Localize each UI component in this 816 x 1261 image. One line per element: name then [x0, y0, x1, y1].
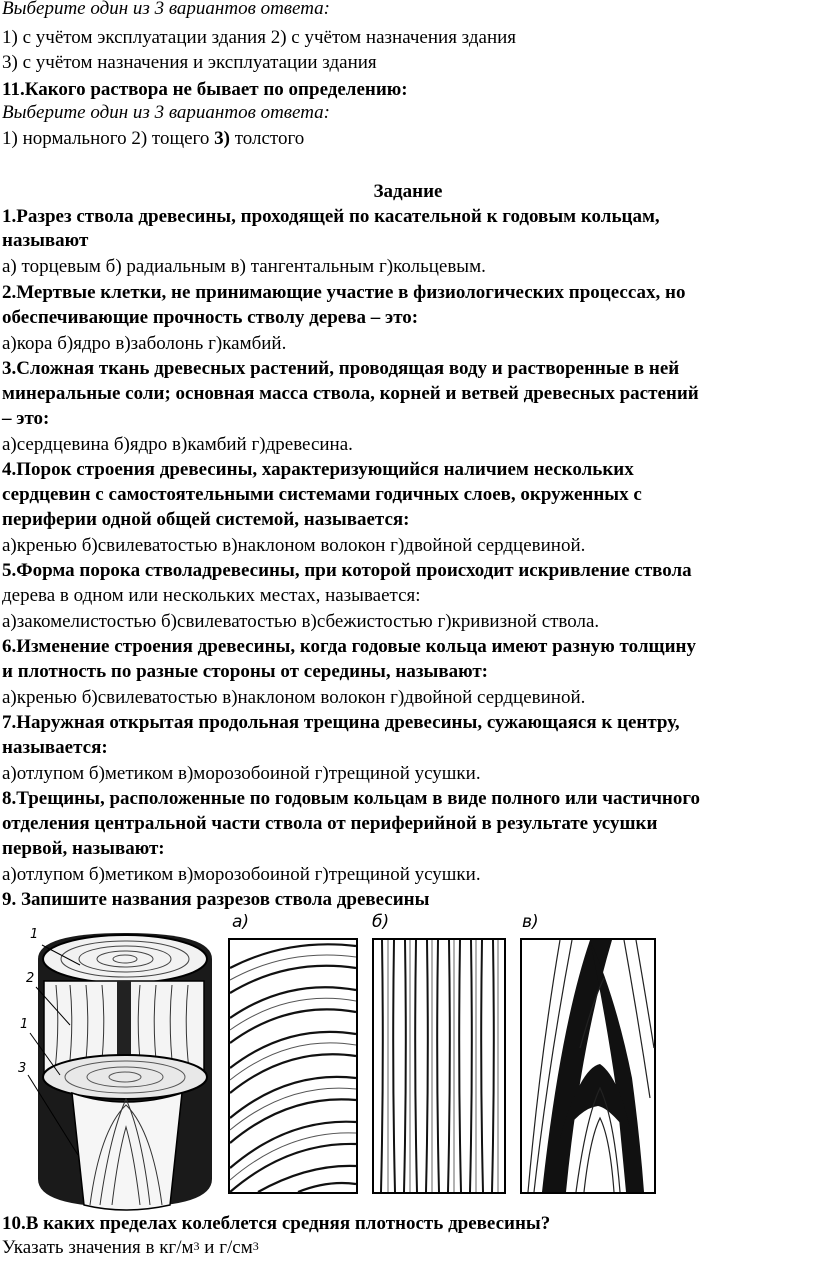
- q11-options: [2, 127, 304, 151]
- panel-a-grain-figure: [228, 938, 358, 1194]
- q10-text-b: и г/см: [199, 1237, 253, 1258]
- task1-line1: 1.Разрез ствола древесины, проходящей по касательной к годовым кольцам,: [2, 206, 660, 227]
- task6-line2: и плотность по разные стороны от середины, называют:: [2, 661, 489, 682]
- task4-answers: а)кренью б)свилеватостью в)наклоном волокон г)двойной сердцевиной.: [2, 535, 586, 556]
- panel-b-grain-figure: [372, 938, 506, 1194]
- q11-instruction: Выберите один из 3 вариантов ответа:: [2, 102, 331, 123]
- task3-line2: минеральные соли; основная масса ствола, корней и ветвей древесных растений: [2, 383, 699, 404]
- task4-line2: сердцевин с самостоятельными системами годичных слоев, окруженных с: [2, 484, 642, 505]
- panel-v-label: в): [522, 912, 539, 932]
- task3-line3: – это:: [2, 408, 50, 429]
- task7-line1: 7.Наружная открытая продольная трещина древесины, сужающаяся к центру,: [2, 712, 680, 733]
- task8-line1: 8.Трещины, расположенные по годовым кольцам в виде полного или частичного: [2, 788, 701, 809]
- task6-line1: 6.Изменение строения древесины, когда годовые кольца имеют разную толщину: [2, 636, 696, 657]
- panel-v-grain-figure: [520, 938, 656, 1194]
- q10-sup-1: 3: [193, 1239, 200, 1253]
- task8-answers: а)отлупом б)метиком в)морозобоиной г)трещиной усушки.: [2, 864, 481, 885]
- task6-answers: а)кренью б)свилеватостью в)наклоном волокон г)двойной сердцевиной.: [2, 687, 586, 708]
- task2-line1: 2.Мертвые клетки, не принимающие участие в физиологических процессах, но: [2, 282, 686, 303]
- callout-3: 3: [18, 1061, 27, 1076]
- panel-a-label: а): [232, 912, 250, 932]
- task5-line2: дерева в одном или нескольких местах, называется:: [2, 585, 421, 606]
- task4-line3: периферии одной общей системой, называется:: [2, 509, 410, 530]
- q10-text-a: Указать значения в кг/м: [2, 1237, 194, 1258]
- callout-1-mid: 1: [20, 1017, 29, 1032]
- section-title: Задание: [373, 181, 443, 202]
- task2-answers: а)кора б)ядро в)заболонь г)камбий.: [2, 333, 287, 354]
- task1-answers: а) торцевым б) радиальным в) тангентальным г)кольцевым.: [2, 256, 486, 277]
- q9-title: 9. Запишите названия разрезов ствола древесины: [2, 889, 430, 910]
- task8-line3: первой, называют:: [2, 838, 165, 859]
- task2-line2: обеспечивающие прочность стволу дерева – это:: [2, 307, 419, 328]
- task7-answers: а)отлупом б)метиком в)морозобоиной г)трещиной усушки.: [2, 763, 481, 784]
- q11-options-c: толстого: [229, 128, 305, 149]
- task3-line1: 3.Сложная ткань древесных растений, проводящая воду и растворенные в ней: [2, 358, 680, 379]
- task8-line2: отделения центральной части ствола от периферийной в результате усушки: [2, 813, 658, 834]
- q11-options-a: 1) нормального 2) тощего: [2, 128, 215, 149]
- panel-b-label: б): [372, 912, 390, 932]
- task7-line2: называется:: [2, 737, 108, 758]
- trunk-sections-illustration: [0, 915, 225, 1215]
- task5-answers: а)закомелистостью б)свилеватостью в)сбежистостью г)кривизной ствола.: [2, 611, 600, 632]
- callout-1-top: 1: [30, 927, 39, 942]
- q11-title: 11.Какого раствора не бывает по определению:: [2, 79, 408, 100]
- task5-line1: 5.Форма порока стволадревесины, при которой происходит искривление ствола: [2, 560, 692, 581]
- q10-units: [2, 1236, 259, 1260]
- prev-instruction: Выберите один из 3 вариантов ответа:: [2, 0, 331, 19]
- task3-answers: а)сердцевина б)ядро в)камбий г)древесина.: [2, 434, 353, 455]
- q11-options-b: 3): [214, 128, 230, 149]
- q10-title: 10.В каких пределах колеблется средняя плотность древесины?: [2, 1213, 551, 1234]
- task4-line1: 4.Порок строения древесины, характеризующийся наличием нескольких: [2, 459, 634, 480]
- prev-options-line2: 3) с учётом назначения и эксплуатации здания: [2, 52, 377, 73]
- task1-line2: называют: [2, 230, 89, 251]
- prev-options-line1: 1) с учётом эксплуатации здания 2) с учётом назначения здания: [2, 27, 517, 48]
- q10-sup-2: 3: [252, 1239, 259, 1253]
- callout-2: 2: [26, 971, 35, 986]
